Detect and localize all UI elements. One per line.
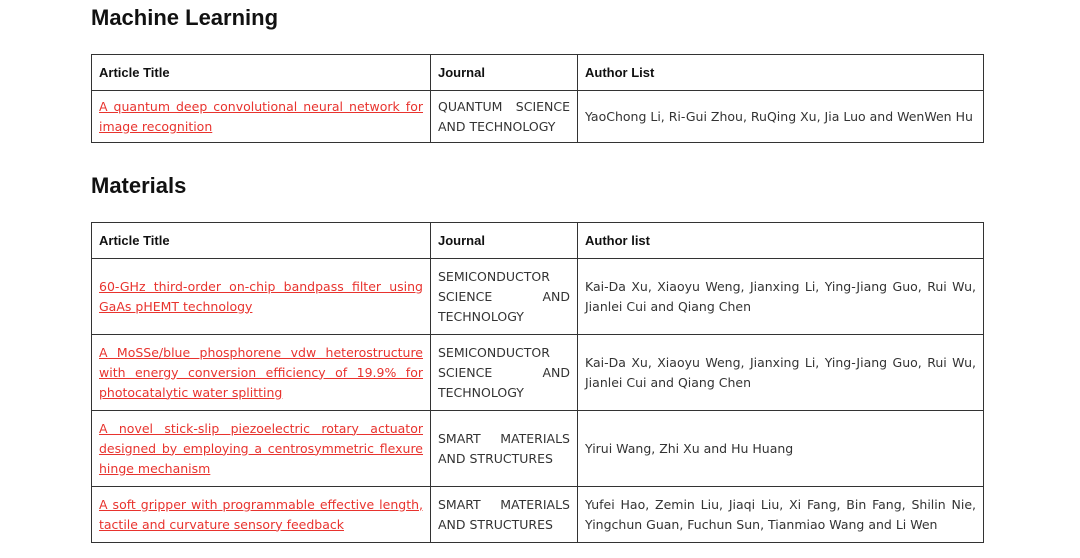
article-title-link[interactable]: A soft gripper with programmable effective length, tactile and curvature sensory feedback xyxy=(92,487,431,543)
section-title-machine-learning: Machine Learning xyxy=(91,5,279,30)
header-journal: Journal xyxy=(431,55,578,91)
header-journal: Journal xyxy=(431,223,578,259)
table-row xyxy=(92,335,984,411)
authors-cell: Yufei Hao, Zemin Liu, Jiaqi Liu, Xi Fang, Bin Fang, Shilin Nie, Yingchun Guan, Fuchun Sun, Tianmiao Wang and Li Wen xyxy=(578,487,984,543)
article-title-link[interactable]: A MoSSe/blue phosphorene vdw heterostructure with energy conversion efficiency of 19.9% for photocatalytic water splitting xyxy=(92,335,431,411)
article-title-link[interactable]: A novel stick-slip piezoelectric rotary actuator designed by employing a centrosymmetric flexure hinge mechanism xyxy=(92,411,431,487)
header-author-list: Author List xyxy=(578,55,984,91)
header-article-title: Article Title xyxy=(92,223,431,259)
table-row xyxy=(92,259,984,335)
materials-table xyxy=(91,222,984,543)
authors-cell: Kai-Da Xu, Xiaoyu Weng, Jianxing Li, Ying-Jiang Guo, Rui Wu, Jianlei Cui and Qiang Chen xyxy=(578,335,984,411)
table-row xyxy=(92,411,984,487)
section-title-materials: Materials xyxy=(91,173,187,198)
journal-cell: SMART MATERIALS AND STRUCTURES xyxy=(431,411,578,487)
authors-cell: Kai-Da Xu, Xiaoyu Weng, Jianxing Li, Ying-Jiang Guo, Rui Wu, Jianlei Cui and Qiang Chen xyxy=(578,259,984,335)
header-author-list: Author list xyxy=(578,223,984,259)
table-header-row xyxy=(92,55,984,91)
authors-cell: YaoChong Li, Ri-Gui Zhou, RuQing Xu, Jia Luo and WenWen Hu xyxy=(578,91,984,143)
journal-cell: QUANTUM SCIENCE AND TECHNOLOGY xyxy=(431,91,578,143)
authors-cell: Yirui Wang, Zhi Xu and Hu Huang xyxy=(578,411,984,487)
journal-cell: SEMICONDUCTOR SCIENCE AND TECHNOLOGY xyxy=(431,335,578,411)
table-header-row xyxy=(92,223,984,259)
table-row xyxy=(92,91,984,143)
table-row xyxy=(92,487,984,543)
article-title-link[interactable]: 60-GHz third-order on-chip bandpass filter using GaAs pHEMT technology xyxy=(92,259,431,335)
journal-cell: SMART MATERIALS AND STRUCTURES xyxy=(431,487,578,543)
article-title-link[interactable]: A quantum deep convolutional neural network for image recognition xyxy=(92,91,431,143)
journal-cell: SEMICONDUCTOR SCIENCE AND TECHNOLOGY xyxy=(431,259,578,335)
header-article-title: Article Title xyxy=(92,55,431,91)
machine-learning-table xyxy=(91,54,984,143)
